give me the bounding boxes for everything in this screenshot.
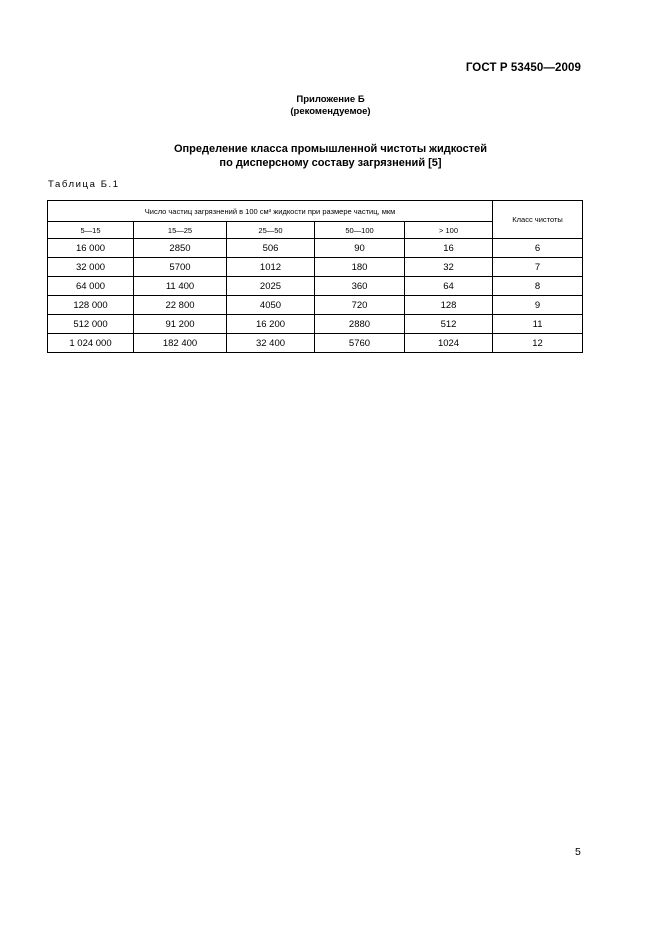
table-cell: 360	[315, 277, 405, 296]
particle-count-group-header: Число частиц загрязнений в 100 см³ жидкости при размере частиц, мкм	[48, 201, 493, 222]
table-cell: 16 200	[227, 315, 315, 334]
appendix-block	[0, 94, 661, 118]
table-cell: 32 400	[227, 334, 315, 353]
table-cell: 32 000	[48, 258, 134, 277]
table-cell: 506	[227, 239, 315, 258]
size-column-header: 25—50	[227, 222, 315, 239]
table-cell: 12	[493, 334, 583, 353]
table-cell: 64	[405, 277, 493, 296]
appendix-title: Приложение Б	[296, 94, 365, 105]
table-cell: 128	[405, 296, 493, 315]
size-column-header: 5—15	[48, 222, 134, 239]
table-row	[48, 258, 583, 277]
table-cell: 128 000	[48, 296, 134, 315]
table-row	[48, 239, 583, 258]
heading-line-1: Определение класса промышленной чистоты жидкостей	[173, 143, 488, 155]
table-cell: 11	[493, 315, 583, 334]
table-caption: Таблица Б.1	[48, 179, 120, 190]
table-cell: 9	[493, 296, 583, 315]
table-row	[48, 277, 583, 296]
size-column-header: 50—100	[315, 222, 405, 239]
table-row	[48, 334, 583, 353]
table-row	[48, 296, 583, 315]
table-cell: 1024	[405, 334, 493, 353]
table-cell: 512 000	[48, 315, 134, 334]
table-cell: 8	[493, 277, 583, 296]
table-cell: 1012	[227, 258, 315, 277]
table-cell: 6	[493, 239, 583, 258]
page-number: 5	[575, 846, 581, 858]
table-cell: 4050	[227, 296, 315, 315]
cleanliness-class-header: Класс чистоты	[493, 201, 583, 239]
table-cell: 5700	[134, 258, 227, 277]
table-cell: 90	[315, 239, 405, 258]
table-cell: 512	[405, 315, 493, 334]
table-cell: 7	[493, 258, 583, 277]
table-cell: 16	[405, 239, 493, 258]
table-cell: 11 400	[134, 277, 227, 296]
size-column-header: > 100	[405, 222, 493, 239]
table-cell: 32	[405, 258, 493, 277]
table-cell: 182 400	[134, 334, 227, 353]
table-cell: 2880	[315, 315, 405, 334]
table-cell: 1 024 000	[48, 334, 134, 353]
size-column-header: 15—25	[134, 222, 227, 239]
table-cell: 5760	[315, 334, 405, 353]
table-row	[48, 315, 583, 334]
table-cell: 16 000	[48, 239, 134, 258]
table-cell: 64 000	[48, 277, 134, 296]
document-code: ГОСТ Р 53450—2009	[465, 62, 581, 74]
table-cell: 2850	[134, 239, 227, 258]
table-cell: 180	[315, 258, 405, 277]
appendix-subtitle: (рекомендуемое)	[290, 106, 371, 117]
table-cell: 91 200	[134, 315, 227, 334]
cleanliness-class-table	[47, 200, 583, 353]
table-cell: 22 800	[134, 296, 227, 315]
table-cell: 2025	[227, 277, 315, 296]
section-heading	[0, 142, 661, 170]
table-cell: 720	[315, 296, 405, 315]
heading-line-2: по дисперсному составу загрязнений [5]	[219, 157, 442, 169]
